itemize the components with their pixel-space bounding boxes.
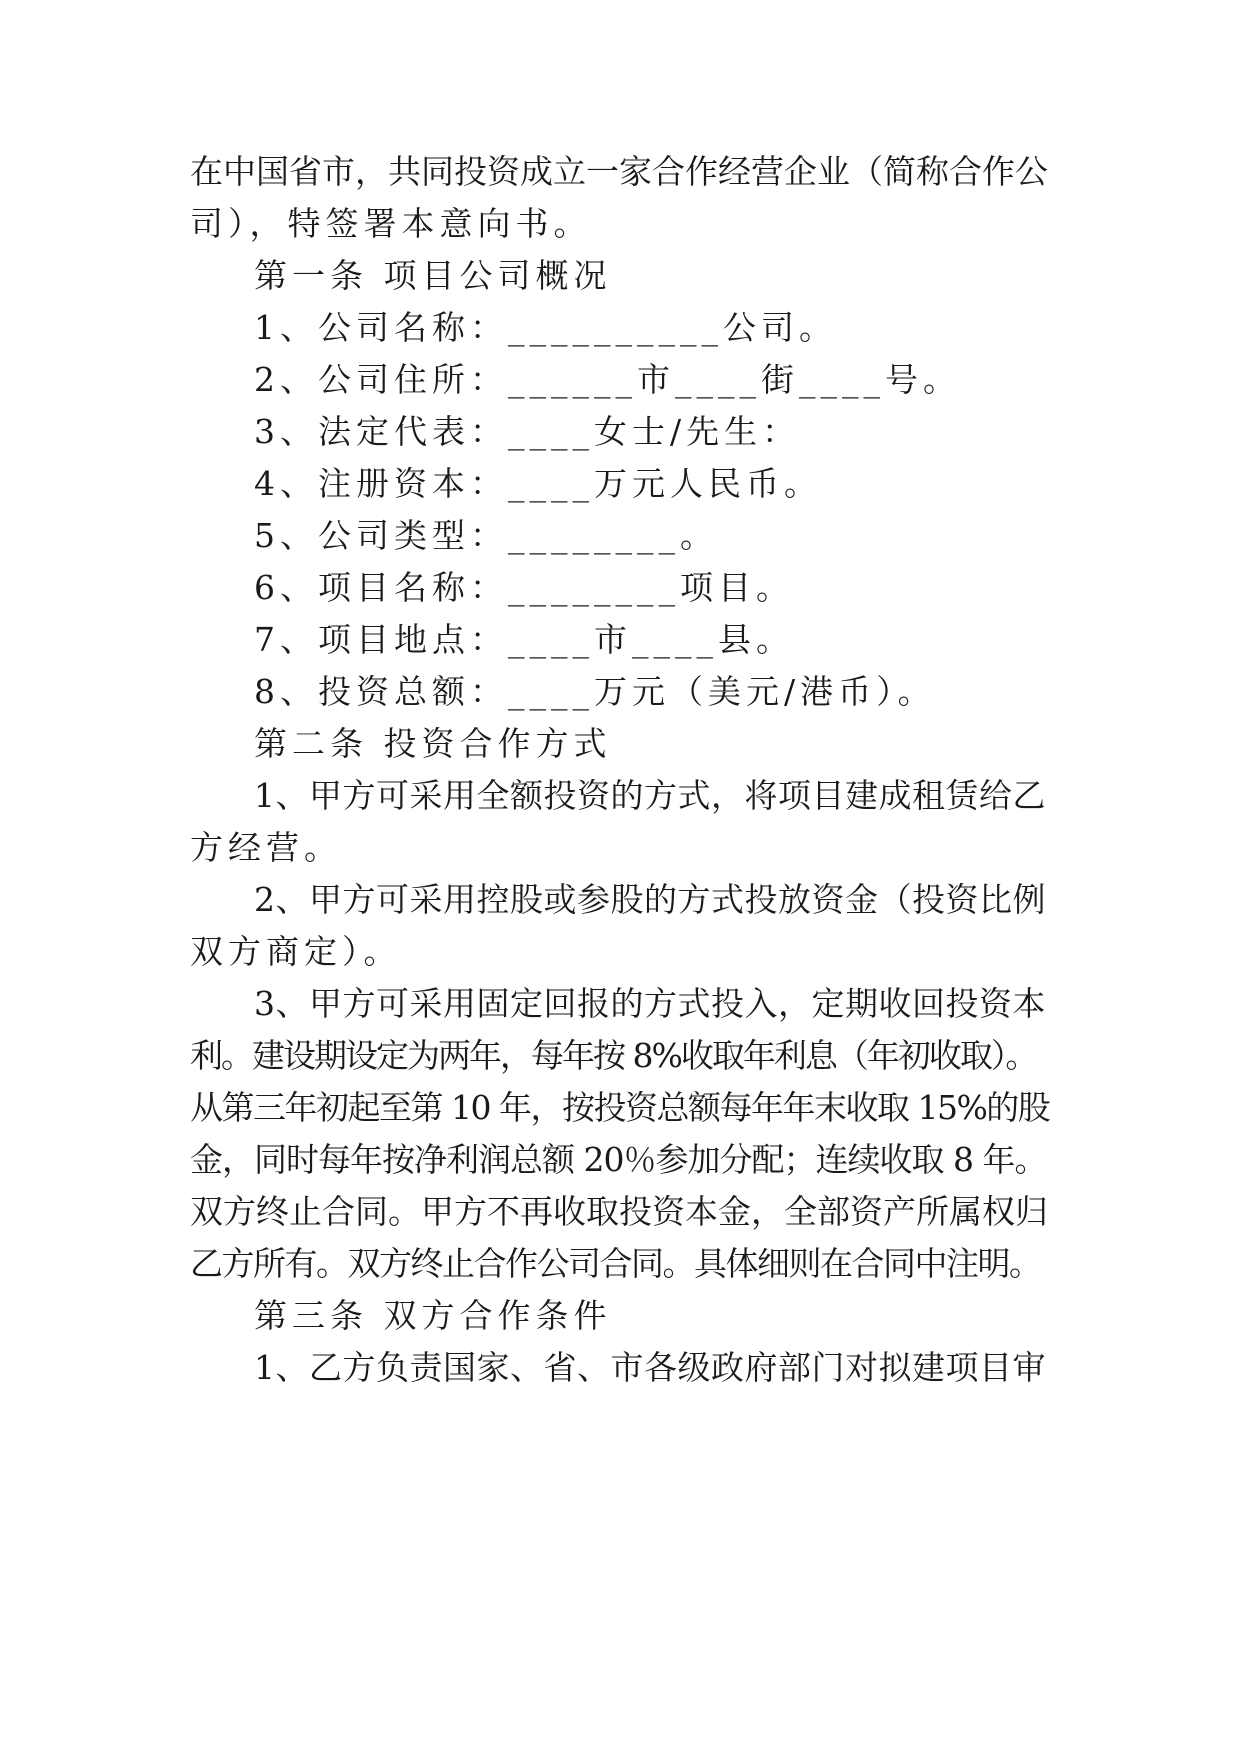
text-line: 3、法定代表：____女士/先生： — [254, 412, 801, 451]
text-line: 7、项目地点：____市____县。 — [254, 620, 794, 659]
text-line: 乙方所有。双方终止合作公司合同。具体细则在合同中注明。 — [190, 1244, 1041, 1283]
text-line: 1、乙方负责国家、省、市各级政府部门对拟建项目审 — [254, 1348, 1046, 1387]
text-line: 6、项目名称：________项目。 — [254, 568, 794, 607]
text-line: 8、投资总额：____万元（美元/港币）。 — [254, 672, 936, 711]
text-line: 从第三年初起至第 10 年，按投资总额每年年末收取 15%的股 — [190, 1088, 1050, 1127]
text-line: 1、公司名称：__________公司。 — [254, 308, 837, 347]
section-heading: 第三条 双方合作条件 — [254, 1296, 612, 1335]
section-heading: 第二条 投资合作方式 — [254, 724, 612, 763]
text-line: 利。建设期设定为两年，每年按 8%收取年利息（年初收取）。 — [190, 1036, 1037, 1075]
text-line: 2、公司住所：______市____街____号。 — [254, 360, 961, 399]
text-line: 双方商定）。 — [190, 932, 402, 971]
text-line: 4、注册资本：____万元人民币。 — [254, 464, 822, 503]
text-line: 司），特签署本意向书。 — [190, 204, 592, 243]
text-line: 在中国省市，共同投资成立一家合作经营企业（简称合作公 — [190, 152, 1048, 191]
text-line: 方经营。 — [190, 828, 342, 867]
text-line: 1、甲方可采用全额投资的方式，将项目建成租赁给乙 — [254, 776, 1046, 815]
text-line: 3、甲方可采用固定回报的方式投入，定期收回投资本 — [254, 984, 1046, 1023]
text-line: 5、公司类型：________。 — [254, 516, 718, 555]
text-line: 双方终止合同。甲方不再收取投资本金，全部资产所属权归 — [190, 1192, 1048, 1231]
text-line: 金，同时每年按净利润总额 20％参加分配；连续收取 8 年。 — [190, 1140, 1047, 1179]
text-line: 2、甲方可采用控股或参股的方式投放资金（投资比例 — [254, 880, 1046, 919]
section-heading: 第一条 项目公司概况 — [254, 256, 612, 295]
